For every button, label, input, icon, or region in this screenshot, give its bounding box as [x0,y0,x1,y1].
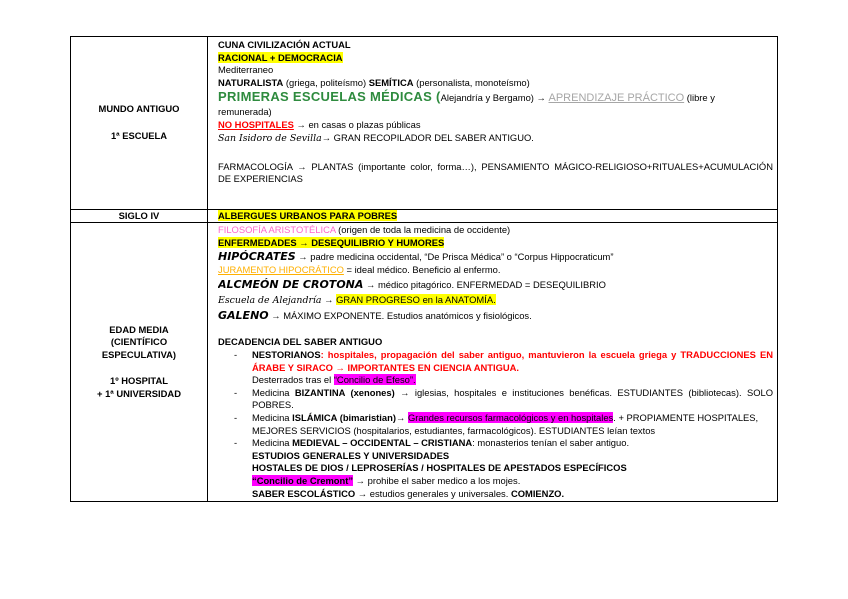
row-title: SIGLO IV [118,210,160,221]
text-line: remunerada) [218,106,272,118]
text-span: (griega, politeísmo) [283,76,369,88]
text-span: Alejandría y Bergamo) → [440,92,549,104]
text-line: Mediterraneo [218,64,274,76]
text-span: SABER ESCOLÁSTICO [252,487,356,499]
text-span: (personalista, monoteísmo) [413,76,530,88]
table-row [71,223,778,502]
heading-text: PRIMERAS ESCUELAS MÉDICAS ( [218,89,441,105]
list-item [218,412,773,437]
text-span: APRENDIZAJE PRÁCTICO [548,92,685,105]
highlight-text: Grandes recursos farmacológicos y en hospitales [407,411,614,423]
text-span: Medicina [252,386,295,398]
list-item [218,349,773,374]
row-content-cell [208,223,778,502]
text-span: SEMÍTICA [368,76,414,88]
text-span: : monasterios tenían el saber antiguo. [472,437,630,449]
row-label-cell [71,223,208,502]
text-span: FILOSOFÍA ARISTOTÉLICA [218,224,336,235]
row-subtitle: + 1ª UNIVERSIDAD [97,387,181,399]
text-span: → estudios generales y universales. [355,487,511,499]
text-line: HOSTALES DE DIOS / LEPROSERÍAS / HOSPITALES DE APESTADOS ESPECÍFICOS [252,462,627,474]
text-span: GALENO [218,308,269,322]
highlight-text: RACIONAL + DEMOCRACIA [218,51,343,63]
text-span: NESTORIANOS [252,348,321,360]
row-label-cell [71,37,208,210]
text-span: Desterrados tras el [252,374,334,386]
text-span: → médico pitagórico. ENFERMEDAD = DESEQUILIBRIO [363,278,606,290]
list-item [218,437,773,450]
text-span: . + PROPIAMENTE HOSPITALES, MEJORES SERVICIOS (hospitalarios, estudiantes, farmacológicos). ESTUDIANTES leían textos [252,411,759,436]
text-span: JURAMENTO HIPOCRÁTICO [218,264,344,276]
text-span: (libre y [684,92,715,104]
highlight-text: “Concilio de Efeso”. [333,374,416,386]
bullet-dash: - [234,411,238,423]
highlight-text: ALBERGUES URBANOS PARA POBRES [218,210,398,221]
row-title: MUNDO ANTIGUO [98,103,180,115]
highlight-text: GRAN PROGRESO en la ANATOMÍA. [336,293,496,305]
row-title: (CIENTÍFICO [110,336,168,348]
text-span: → MÁXIMO EXPONENTE. Estudios anatómicos y fisiológicos. [268,309,532,321]
text-span: MEDIEVAL – OCCIDENTAL – CRISTIANA [292,437,473,449]
table-row [71,37,778,210]
text-span: ISLÁMICA (bimaristian)→ [292,411,408,423]
text-span: → [321,293,337,305]
text-span: Escuela de Alejandría [218,294,322,306]
row-subtitle: 1ª ESCUELA [110,130,168,141]
bullet-dash: - [234,348,238,360]
row-label-cell [71,210,208,223]
row-content-cell [208,37,778,210]
row-content-cell [208,210,778,223]
text-span: COMIENZO. [510,487,565,499]
row-title: ESPECULATIVA) [101,348,177,360]
bullet-dash: - [234,386,238,398]
text-line: ESTUDIOS GENERALES Y UNIVERSIDADES [252,449,450,461]
highlight-text: ENFERMEDADES → DESEQUILIBRIO Y HUMORES [218,236,445,248]
text-span: → prohibe el saber medico a los mojes. [353,474,521,486]
text-span: Medicina [252,411,293,423]
text-line: CUNA CIVILIZACIÓN ACTUAL [218,39,351,50]
text-span: : hospitales, propagación del saber antiguo, mantuvieron la escuela griega y TRADUCCIONES EN ÁRABE Y SIRACO → IMPORTANTES EN CIENCIA ANTIGUA. [252,348,773,373]
text-span: HIPÓCRATES [218,250,296,264]
text-span: San Isidoro de Sevilla [218,132,322,144]
text-span: (origen de toda la medicina de occidente) [335,224,511,235]
text-span: → iglesias, hospitales e instituciones benéficas. ESTUDIANTES (bibliotecas). SOLO POBRES. [252,386,773,411]
text-span: BIZANTINA (xenones) [294,386,395,398]
highlight-text: “Concilio de Cremont” [252,474,354,486]
row-subtitle: 1º HOSPITAL [110,375,168,387]
text-paragraph: FARMACOLOGÍA → PLANTAS (importante color, forma…), PENSAMIENTO MÁGICO-RELIGIOSO+RITUALES+ACUMULACIÓN DE EXPERIENCIAS [218,160,773,185]
bullet-dash: - [234,437,238,449]
row-title: EDAD MEDIA [109,323,169,335]
text-span: NO HOSPITALES [218,118,294,130]
section-heading: DECADENCIA DEL SABER ANTIGUO [218,336,383,348]
text-span: = ideal médico. Beneficio al enfermo. [343,264,501,276]
list-item [218,387,773,412]
text-span: ALCMEÓN DE CROTONA [218,277,364,291]
text-span: → padre medicina occidental, “De Prisca Médica” o “Corpus Hippocraticum” [295,251,614,263]
table-row [71,210,778,223]
text-span: → GRAN RECOPILADOR DEL SABER ANTIGUO. [321,131,534,143]
text-span: → en casas o plazas públicas [293,118,421,130]
history-table [70,36,778,502]
text-span: Medicina [252,437,293,449]
text-span: NATURALISTA [218,76,284,88]
